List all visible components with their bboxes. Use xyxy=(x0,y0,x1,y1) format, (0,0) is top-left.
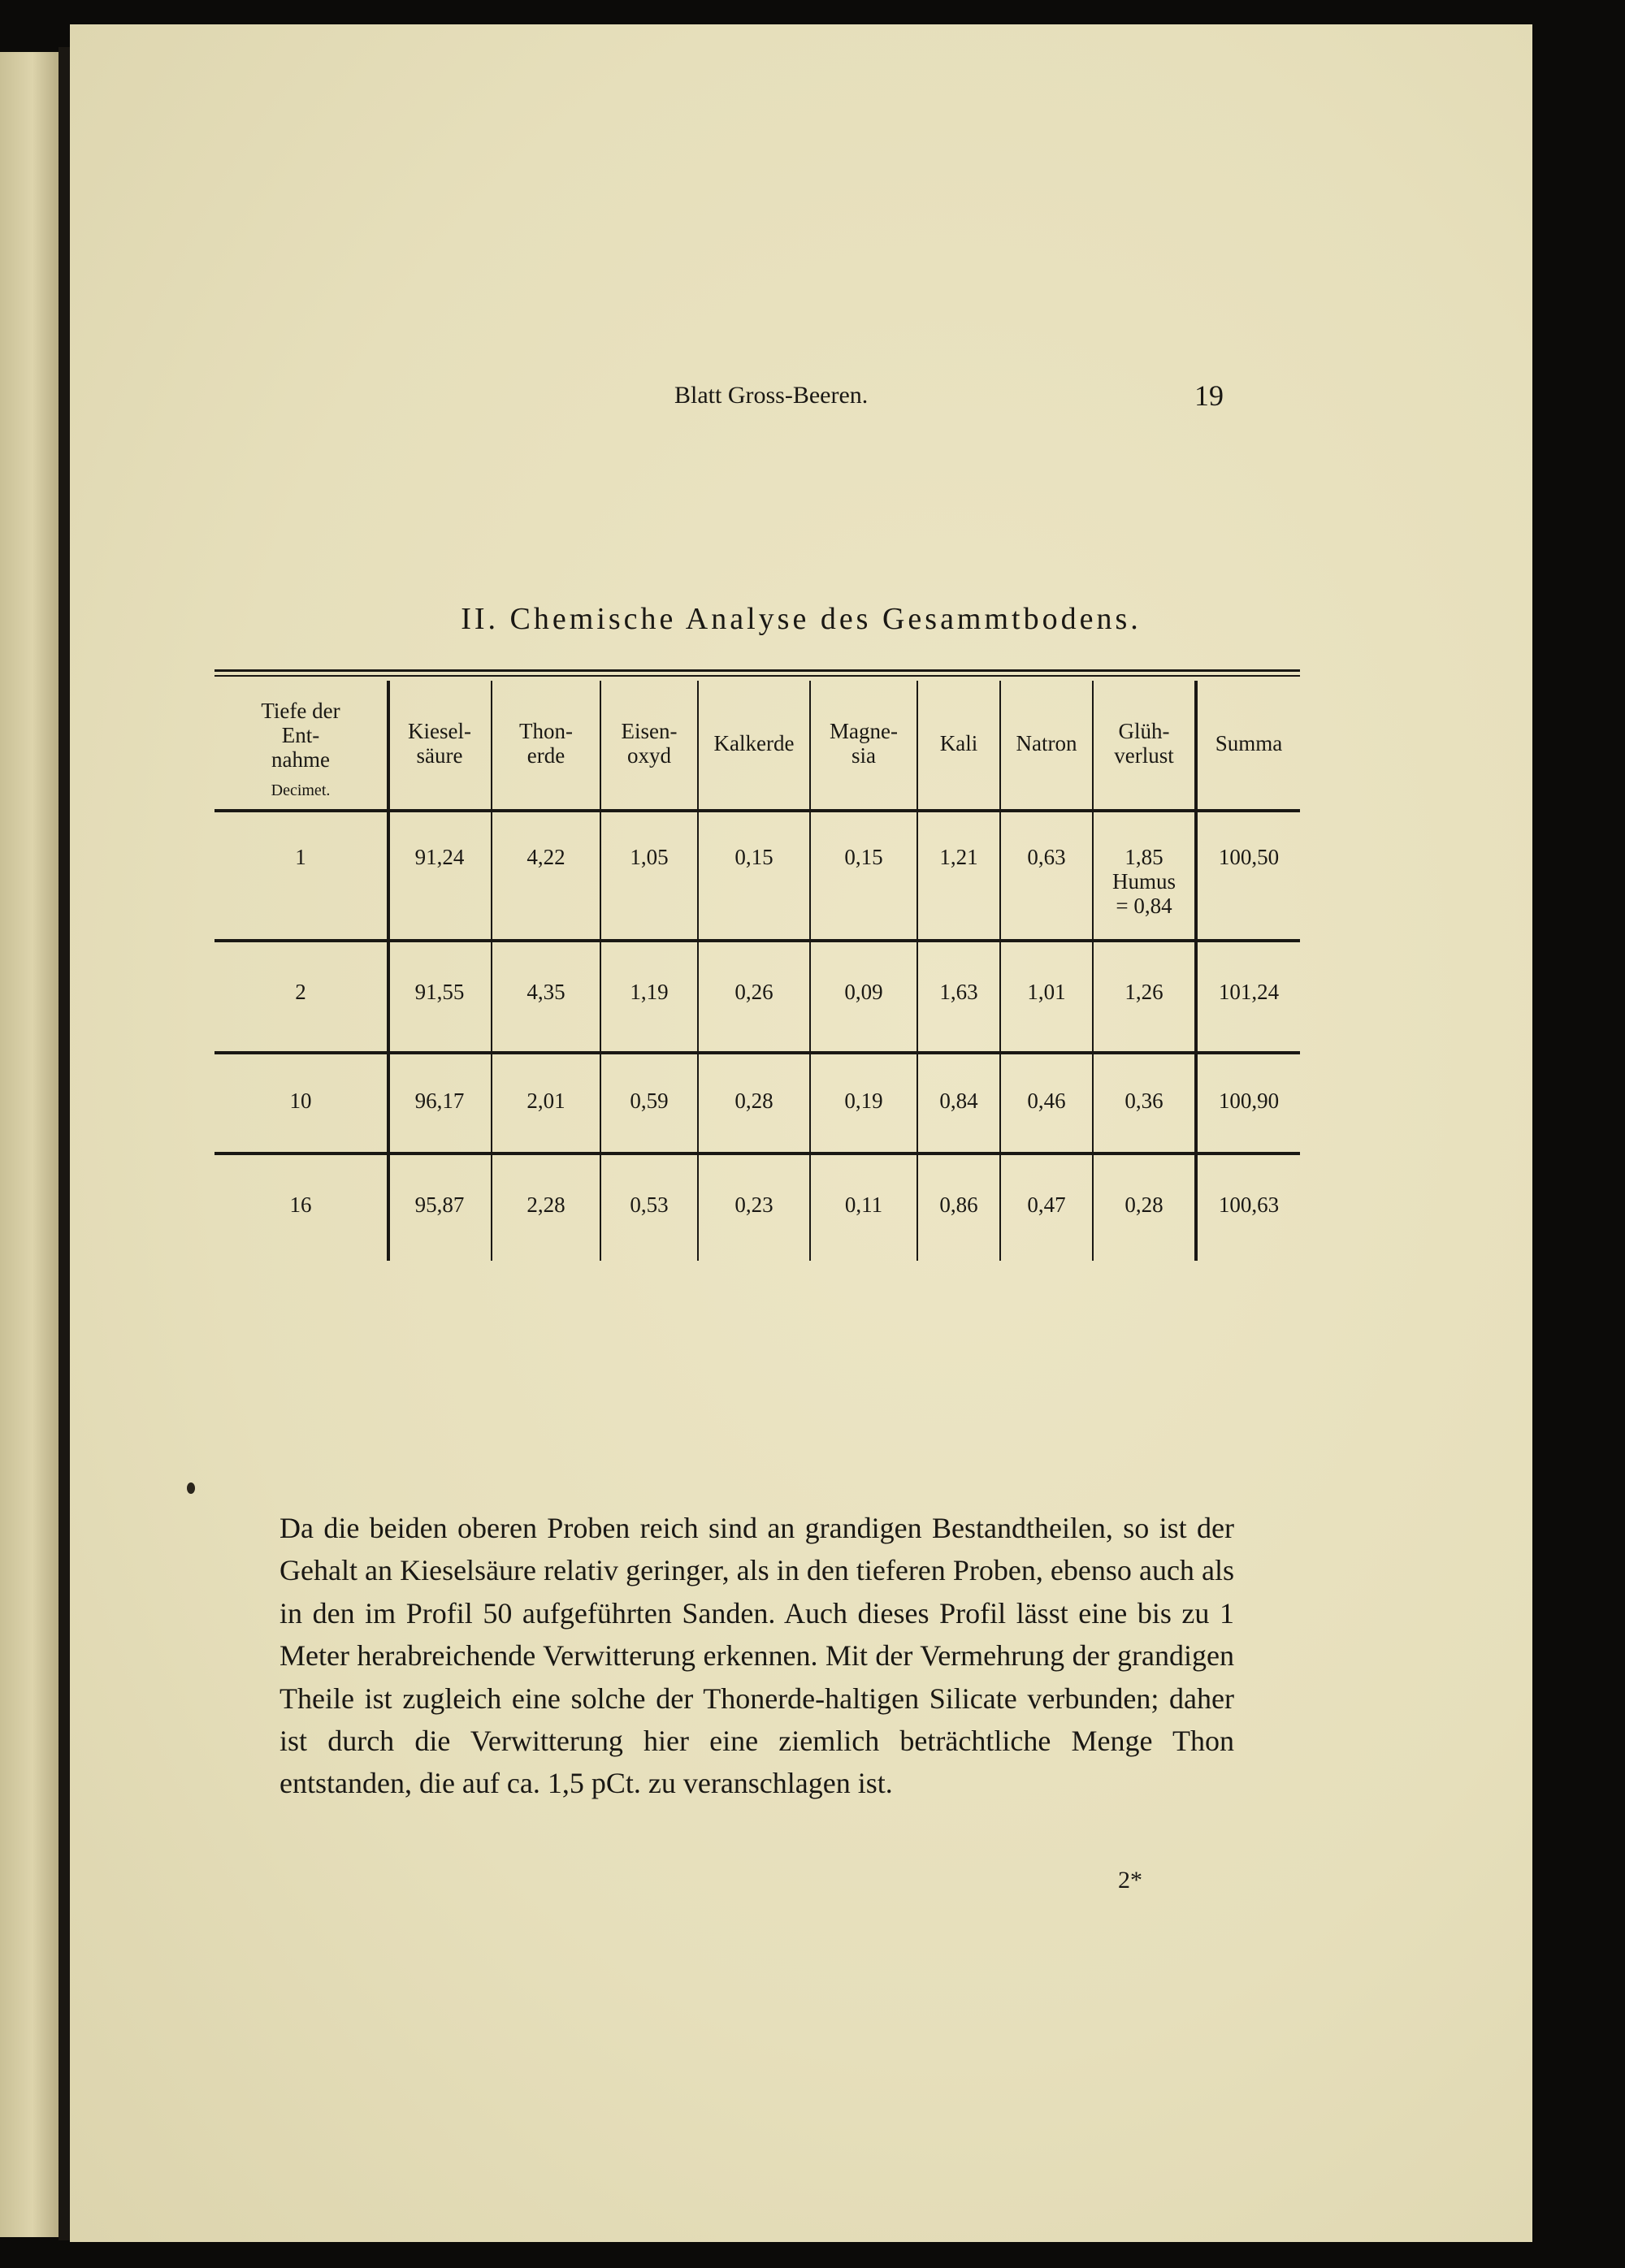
section-title: II. Chemische Analyse des Gesammtbodens. xyxy=(461,602,1142,636)
header-natron xyxy=(1001,731,1092,755)
value-magnesia: 0,15 xyxy=(844,845,883,869)
analysis-table xyxy=(214,666,1300,1261)
column-divider xyxy=(1092,681,1094,1261)
humus-note-value: = 0,84 xyxy=(1116,894,1172,918)
column-divider xyxy=(387,681,390,1261)
column-divider xyxy=(697,681,699,1261)
header-line: Summa xyxy=(1215,731,1283,755)
value-kali: 1,63 xyxy=(939,980,978,1004)
header-line: Kiesel- xyxy=(408,719,471,743)
column-divider xyxy=(600,681,601,1261)
header-line: sia xyxy=(852,743,876,768)
header-line: Natron xyxy=(1016,731,1077,755)
header-line: Eisen- xyxy=(621,719,678,743)
column-divider xyxy=(491,681,492,1261)
column-divider xyxy=(999,681,1001,1261)
header-line: Thon- xyxy=(519,719,573,743)
running-head-title: Blatt Gross-Beeren. xyxy=(674,382,869,409)
value-thonerde: 2,01 xyxy=(526,1089,566,1113)
value-eisenoxyd: 1,05 xyxy=(630,845,669,869)
value-natron: 0,47 xyxy=(1027,1192,1066,1217)
value-kieselsaeure: 91,55 xyxy=(414,980,465,1004)
header-gluehverlust xyxy=(1094,719,1194,768)
header-kalkerde xyxy=(699,731,809,755)
book-page xyxy=(70,24,1532,2242)
table-top-rule-thin xyxy=(214,675,1300,677)
value-kali: 0,86 xyxy=(939,1192,978,1217)
header-thonerde xyxy=(492,719,600,768)
header-summa xyxy=(1198,731,1300,755)
header-line: erde xyxy=(526,743,566,768)
row-depth: 16 xyxy=(289,1192,312,1217)
value-kalkerde: 0,26 xyxy=(734,980,774,1004)
value-summa: 100,90 xyxy=(1218,1089,1280,1113)
value-eisenoxyd: 1,19 xyxy=(630,980,669,1004)
table-top-rule xyxy=(214,669,1300,672)
value-eisenoxyd: 0,53 xyxy=(630,1192,669,1217)
header-magnesia xyxy=(811,719,916,768)
row-separator-rule xyxy=(214,1152,1300,1155)
value-eisenoxyd: 0,59 xyxy=(630,1089,669,1113)
value-gluehverlust: 0,36 xyxy=(1124,1089,1164,1113)
value-kalkerde: 0,15 xyxy=(734,845,774,869)
value-gluehverlust: 0,28 xyxy=(1124,1192,1164,1217)
value-magnesia: 0,19 xyxy=(844,1089,883,1113)
header-kali xyxy=(918,731,999,755)
header-bottom-rule xyxy=(214,809,1300,812)
value-thonerde: 2,28 xyxy=(526,1192,566,1217)
row-depth: 1 xyxy=(295,845,306,869)
ink-fleck xyxy=(187,1482,195,1494)
value-kieselsaeure: 91,24 xyxy=(414,845,465,869)
value-kali: 1,21 xyxy=(939,845,978,869)
value-natron: 0,63 xyxy=(1027,845,1066,869)
body-paragraph: Da die beiden oberen Proben reich sind an grandigen Bestandtheilen, so ist der Gehalt an Kieselsäure relativ geringer, als in den tieferen Proben, ebenso auch als in den im Profil 50 aufgeführten Sanden. Auch dieses Profil lässt eine bis zu 1 Meter herabreichende Verwitterung erkennen. Mit der Vermehrung der grandigen Theile ist zugleich eine solche der Thonerde-haltigen Silicate verbunden; daher ist durch die Verwitterung hier eine ziemlich beträchtliche Menge Thon entstanden, die auf ca. 1,5 pCt. zu veranschlagen ist. xyxy=(280,1512,1234,1800)
header-line: Kalkerde xyxy=(713,731,795,755)
header-eisenoxyd xyxy=(601,719,697,768)
row-depth: 10 xyxy=(289,1089,312,1113)
header-line: verlust xyxy=(1114,743,1174,768)
value-gluehverlust: 1,85 xyxy=(1124,845,1164,869)
header-depth-line: nahme xyxy=(271,747,330,772)
header-depth xyxy=(214,699,387,803)
value-kalkerde: 0,28 xyxy=(734,1089,774,1113)
value-summa: 100,50 xyxy=(1218,845,1280,869)
header-depth-line: Tiefe der xyxy=(261,699,340,723)
value-gluehverlust: 1,26 xyxy=(1124,980,1164,1004)
row-separator-rule xyxy=(214,939,1300,942)
header-kieselsaeure xyxy=(388,719,491,768)
value-natron: 0,46 xyxy=(1027,1089,1066,1113)
value-magnesia: 0,11 xyxy=(844,1192,883,1217)
header-line: Glüh- xyxy=(1118,719,1170,743)
row-depth: 2 xyxy=(295,980,306,1004)
value-kali: 0,84 xyxy=(939,1089,978,1113)
value-summa: 100,63 xyxy=(1218,1192,1280,1217)
row-separator-rule xyxy=(214,1051,1300,1054)
column-divider xyxy=(1194,681,1198,1261)
humus-note-label: Humus xyxy=(1112,869,1176,894)
value-natron: 1,01 xyxy=(1027,980,1066,1004)
header-depth-unit: Decimet. xyxy=(271,781,331,799)
left-page-edge xyxy=(0,52,58,2237)
signature-mark: 2* xyxy=(1118,1867,1142,1894)
header-line: Kali xyxy=(939,731,978,755)
value-thonerde: 4,35 xyxy=(526,980,566,1004)
header-line: oxyd xyxy=(627,743,671,768)
value-magnesia: 0,09 xyxy=(844,980,883,1004)
header-line: Magne- xyxy=(830,719,898,743)
value-summa: 101,24 xyxy=(1218,980,1280,1004)
column-divider xyxy=(916,681,918,1261)
column-divider xyxy=(809,681,811,1261)
value-thonerde: 4,22 xyxy=(526,845,566,869)
value-kieselsaeure: 96,17 xyxy=(414,1089,465,1113)
header-line: säure xyxy=(416,743,463,768)
header-depth-line: Ent- xyxy=(281,723,320,747)
value-kieselsaeure: 95,87 xyxy=(414,1192,465,1217)
page-number: 19 xyxy=(1194,379,1224,412)
running-head xyxy=(606,379,1224,414)
value-kalkerde: 0,23 xyxy=(734,1192,774,1217)
